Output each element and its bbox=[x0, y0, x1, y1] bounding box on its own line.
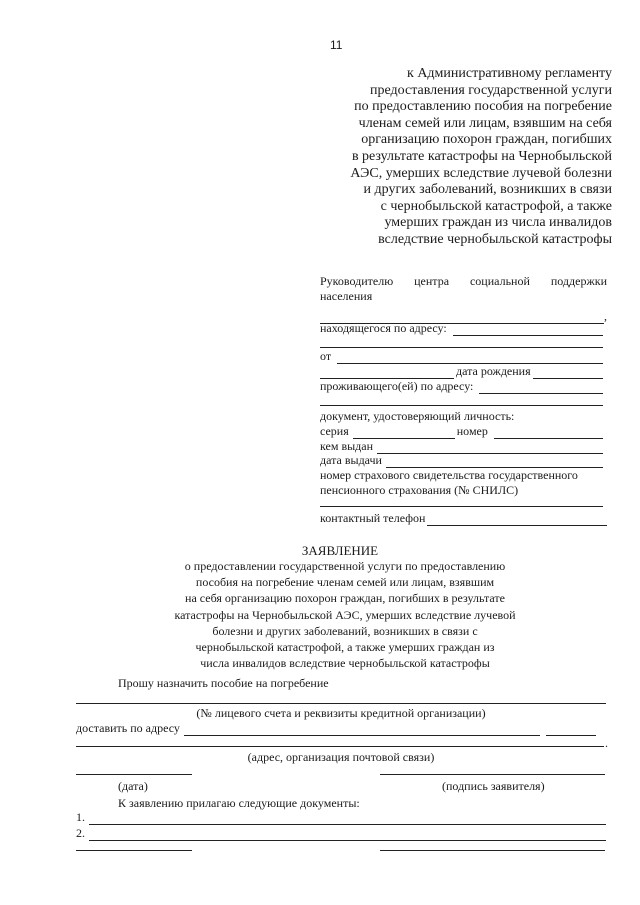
attachments-label: К заявлению прилагаю следующие документы: bbox=[118, 796, 360, 810]
snils-label bbox=[320, 468, 607, 498]
addressee-title-text: Руководителю центра социальной поддержки bbox=[320, 274, 607, 288]
header-line: с чернобыльской катастрофой, а также bbox=[380, 198, 612, 214]
birth-date-label: дата рождения bbox=[456, 364, 531, 378]
number-label: номер bbox=[456, 424, 488, 438]
comma: , bbox=[604, 309, 607, 323]
statement-subtitle bbox=[0, 558, 640, 671]
residence-address-field[interactable] bbox=[479, 381, 603, 394]
date-field[interactable] bbox=[76, 774, 192, 775]
snils-label-line: пенсионного страхования (№ СНИЛС) bbox=[320, 483, 519, 497]
date-caption: (дата) bbox=[118, 779, 148, 793]
issued-by-row bbox=[320, 439, 607, 454]
located-label: находящегося по адресу: bbox=[320, 321, 447, 335]
issue-date-field[interactable] bbox=[386, 455, 603, 468]
from-label: от bbox=[320, 349, 332, 363]
attachment-field[interactable] bbox=[89, 812, 606, 825]
bottom-signature-field[interactable] bbox=[380, 850, 605, 851]
issue-date-label: дата выдачи bbox=[320, 453, 382, 467]
subtitle-line: о предоставлении государственной услуги по предоставлению bbox=[184, 559, 506, 573]
id-document-label: документ, удостоверяющий личность: bbox=[320, 409, 515, 423]
series-field[interactable] bbox=[353, 426, 455, 439]
snils-field[interactable] bbox=[320, 498, 607, 507]
header-line: АЭС, умерших вследствие лучевой болезни bbox=[350, 165, 612, 181]
deliver-label: доставить по адресу bbox=[76, 721, 180, 735]
phone-field[interactable] bbox=[427, 513, 607, 526]
statement-title: ЗАЯВЛЕНИЕ bbox=[301, 543, 379, 558]
account-field[interactable] bbox=[76, 703, 606, 704]
birth-date-row bbox=[320, 364, 607, 379]
header-line: умерших граждан из числа инвалидов bbox=[384, 215, 612, 231]
issued-by-label: кем выдан bbox=[320, 439, 374, 453]
header-line: в результате катастрофы на Чернобыльской bbox=[351, 148, 612, 164]
delivery-address-line2[interactable] bbox=[76, 746, 604, 747]
address-caption: (адрес, организация почтовой связи) bbox=[247, 750, 435, 764]
header-line: вследствие чернобыльской катастрофы bbox=[378, 231, 612, 247]
snils-label-line: номер страхового свидетельства государственного bbox=[320, 468, 578, 482]
delivery-address-field-2[interactable] bbox=[546, 723, 596, 736]
header-line: предоставления государственной услуги bbox=[370, 82, 612, 98]
addressee-title bbox=[320, 274, 607, 289]
attachment-field[interactable] bbox=[89, 828, 606, 841]
header-line: членам семей или лицам, взявшим на себя bbox=[358, 115, 612, 131]
series-label: серия bbox=[320, 424, 349, 438]
subtitle-line: болезни и других заболеваний, возникших в связи с bbox=[212, 623, 478, 638]
residence-address-line2[interactable] bbox=[320, 395, 607, 406]
addressee-block bbox=[320, 274, 607, 304]
header-line: по предоставлению пособия на погребение bbox=[354, 99, 612, 115]
regulation-header bbox=[282, 66, 612, 249]
delivery-address-field[interactable] bbox=[184, 723, 540, 736]
birth-date-field[interactable] bbox=[533, 366, 603, 379]
subtitle-line: катастрофы на Чернобыльской АЭС, умерших вследствие лучевой bbox=[174, 607, 516, 622]
number-field[interactable] bbox=[494, 426, 603, 439]
center-address-field[interactable] bbox=[453, 323, 603, 336]
header-line: и других заболеваний, возникших в связи bbox=[363, 182, 612, 198]
deliver-row bbox=[76, 721, 606, 736]
residence-row bbox=[320, 379, 607, 394]
account-caption: (№ лицевого счета и реквизиты кредитной организации) bbox=[196, 706, 486, 720]
subtitle-line: на себя организацию похорон граждан, погибших в результате bbox=[185, 591, 505, 606]
subtitle-line: чернобыльской катастрофой, а также умерших граждан из bbox=[195, 640, 495, 655]
center-address-line2[interactable] bbox=[320, 337, 607, 348]
period: . bbox=[605, 736, 608, 750]
center-address-row bbox=[320, 321, 607, 336]
subtitle-line: пособия на погребение членам семей или лицам, взявшим bbox=[195, 575, 495, 590]
phone-label: контактный телефон bbox=[320, 511, 426, 525]
item-number: 2. bbox=[76, 826, 85, 840]
header-line: организацию похорон граждан, погибших bbox=[361, 132, 612, 148]
attachment-item bbox=[76, 826, 606, 841]
from-row bbox=[320, 349, 607, 364]
applicant-name-field-2[interactable] bbox=[320, 366, 454, 379]
signature-field[interactable] bbox=[380, 774, 605, 775]
header-line: к Административному регламенту bbox=[407, 66, 612, 81]
bottom-date-field[interactable] bbox=[76, 850, 192, 851]
issue-date-row bbox=[320, 453, 607, 468]
item-number: 1. bbox=[76, 810, 85, 824]
residing-label: проживающего(ей) по адресу: bbox=[320, 379, 474, 393]
attachment-item bbox=[76, 810, 606, 825]
page-number: 11 bbox=[330, 38, 343, 52]
phone-row bbox=[320, 511, 607, 526]
signature-caption: (подпись заявителя) bbox=[442, 779, 545, 793]
request-text: Прошу назначить пособие на погребение bbox=[118, 676, 329, 690]
subtitle-line: числа инвалидов вследствие чернобыльской катастрофы bbox=[200, 656, 490, 671]
series-number-row bbox=[320, 424, 607, 439]
applicant-name-field[interactable] bbox=[337, 351, 603, 364]
addressee-title-cont: населения bbox=[320, 289, 373, 303]
